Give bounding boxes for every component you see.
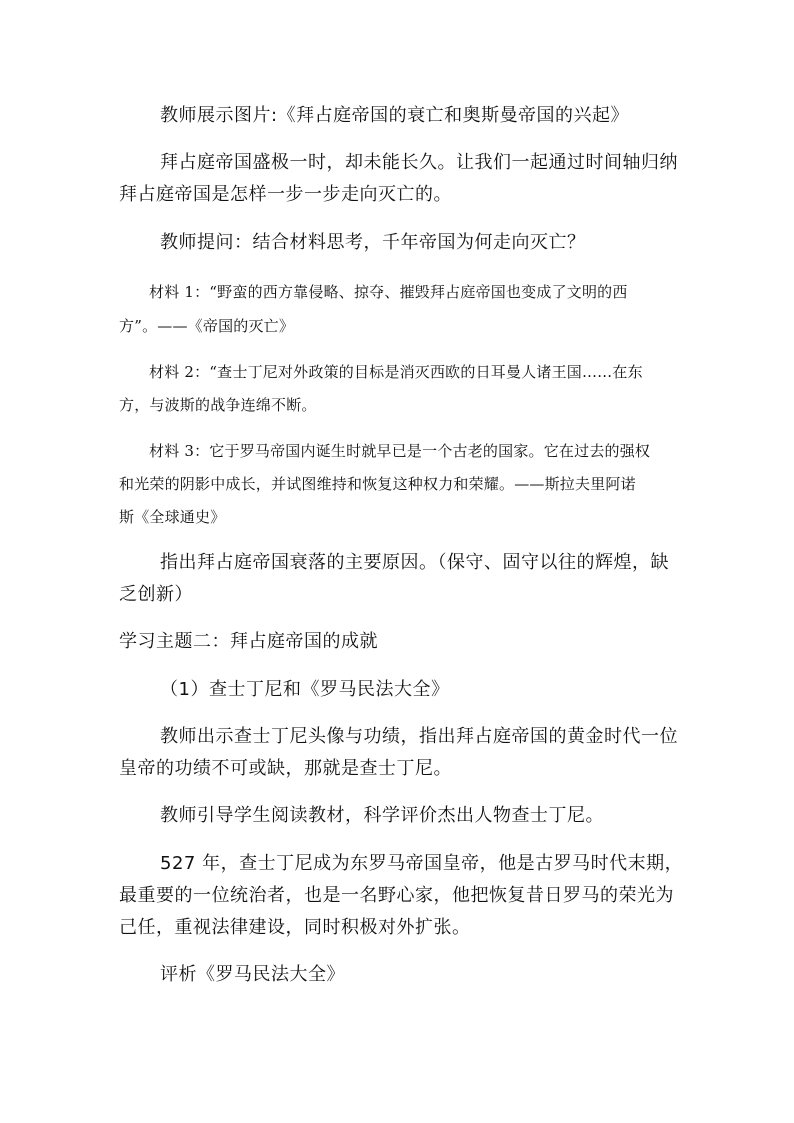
paragraph-byzantine-prosperity-line1: 拜占庭帝国盛极一时，却未能长久。让我们一起通过时间轴归纳 — [160, 152, 678, 173]
paragraph-justinian-portrait-line2: 皇帝的功绩不可或缺，那就是查士丁尼。 — [119, 758, 452, 779]
paragraph-teacher-shows-image: 教师展示图片:《拜占庭帝国的衰亡和奥斯曼帝国的兴起》 — [160, 105, 630, 126]
paragraph-teacher-question: 教师提问：结合材料思考，千年帝国为何走向灭亡？ — [160, 232, 586, 253]
paragraph-decline-reasons-line2: 乏创新） — [119, 584, 193, 605]
paragraph-decline-reasons-line1: 指出拜占庭帝国衰落的主要原因。（保守、固守以往的辉煌，缺 — [160, 552, 669, 573]
paragraph-year-527-line1: 527 年，查士丁尼成为东罗马帝国皇帝，他是古罗马时代末期， — [160, 853, 684, 874]
section-heading-theme-two: 学习主题二：拜占庭帝国的成就 — [119, 631, 378, 652]
material-1-line2: 方”。——《帝国的灭亡》 — [119, 317, 295, 335]
paragraph-year-527-line3: 己任，重视法律建设，同时积极对外扩张。 — [119, 917, 471, 938]
paragraph-justinian-portrait-line1: 教师出示查士丁尼头像与功绩，指出拜占庭帝国的黄金时代一位 — [160, 726, 678, 747]
paragraph-analyze-corpus: 评析《罗马民法大全》 — [160, 964, 345, 985]
material-2-line2: 方，与波斯的战争连绵不断。 — [119, 396, 317, 414]
material-3-line3: 斯《全球通史》 — [119, 508, 226, 526]
paragraph-byzantine-prosperity-line2: 拜占庭帝国是怎样一步一步走向灭亡的。 — [119, 184, 452, 205]
paragraph-evaluate-justinian: 教师引导学生阅读教材，科学评价杰出人物查士丁尼。 — [160, 805, 604, 826]
material-1-line1: 材料 1：“野蛮的西方靠侵略、掠夺、摧毁拜占庭帝国也变成了文明的西 — [149, 283, 628, 301]
material-2-line1: 材料 2：“查士丁尼对外政策的目标是消灭西欧的日耳曼人诸王国……在东 — [149, 363, 643, 381]
paragraph-year-527-line2: 最重要的一位统治者，也是一名野心家，他把恢复昔日罗马的荣光为 — [119, 885, 674, 906]
material-3-line2: 和光荣的阴影中成长，并试图维持和恢复这种权力和荣耀。——斯拉夫里阿诺 — [119, 475, 636, 493]
material-3-line1: 材料 3：它于罗马帝国内诞生时就早已是一个古老的国家。它在过去的强权 — [149, 442, 651, 460]
subsection-heading-justinian: （1）查士丁尼和《罗马民法大全》 — [160, 679, 450, 700]
